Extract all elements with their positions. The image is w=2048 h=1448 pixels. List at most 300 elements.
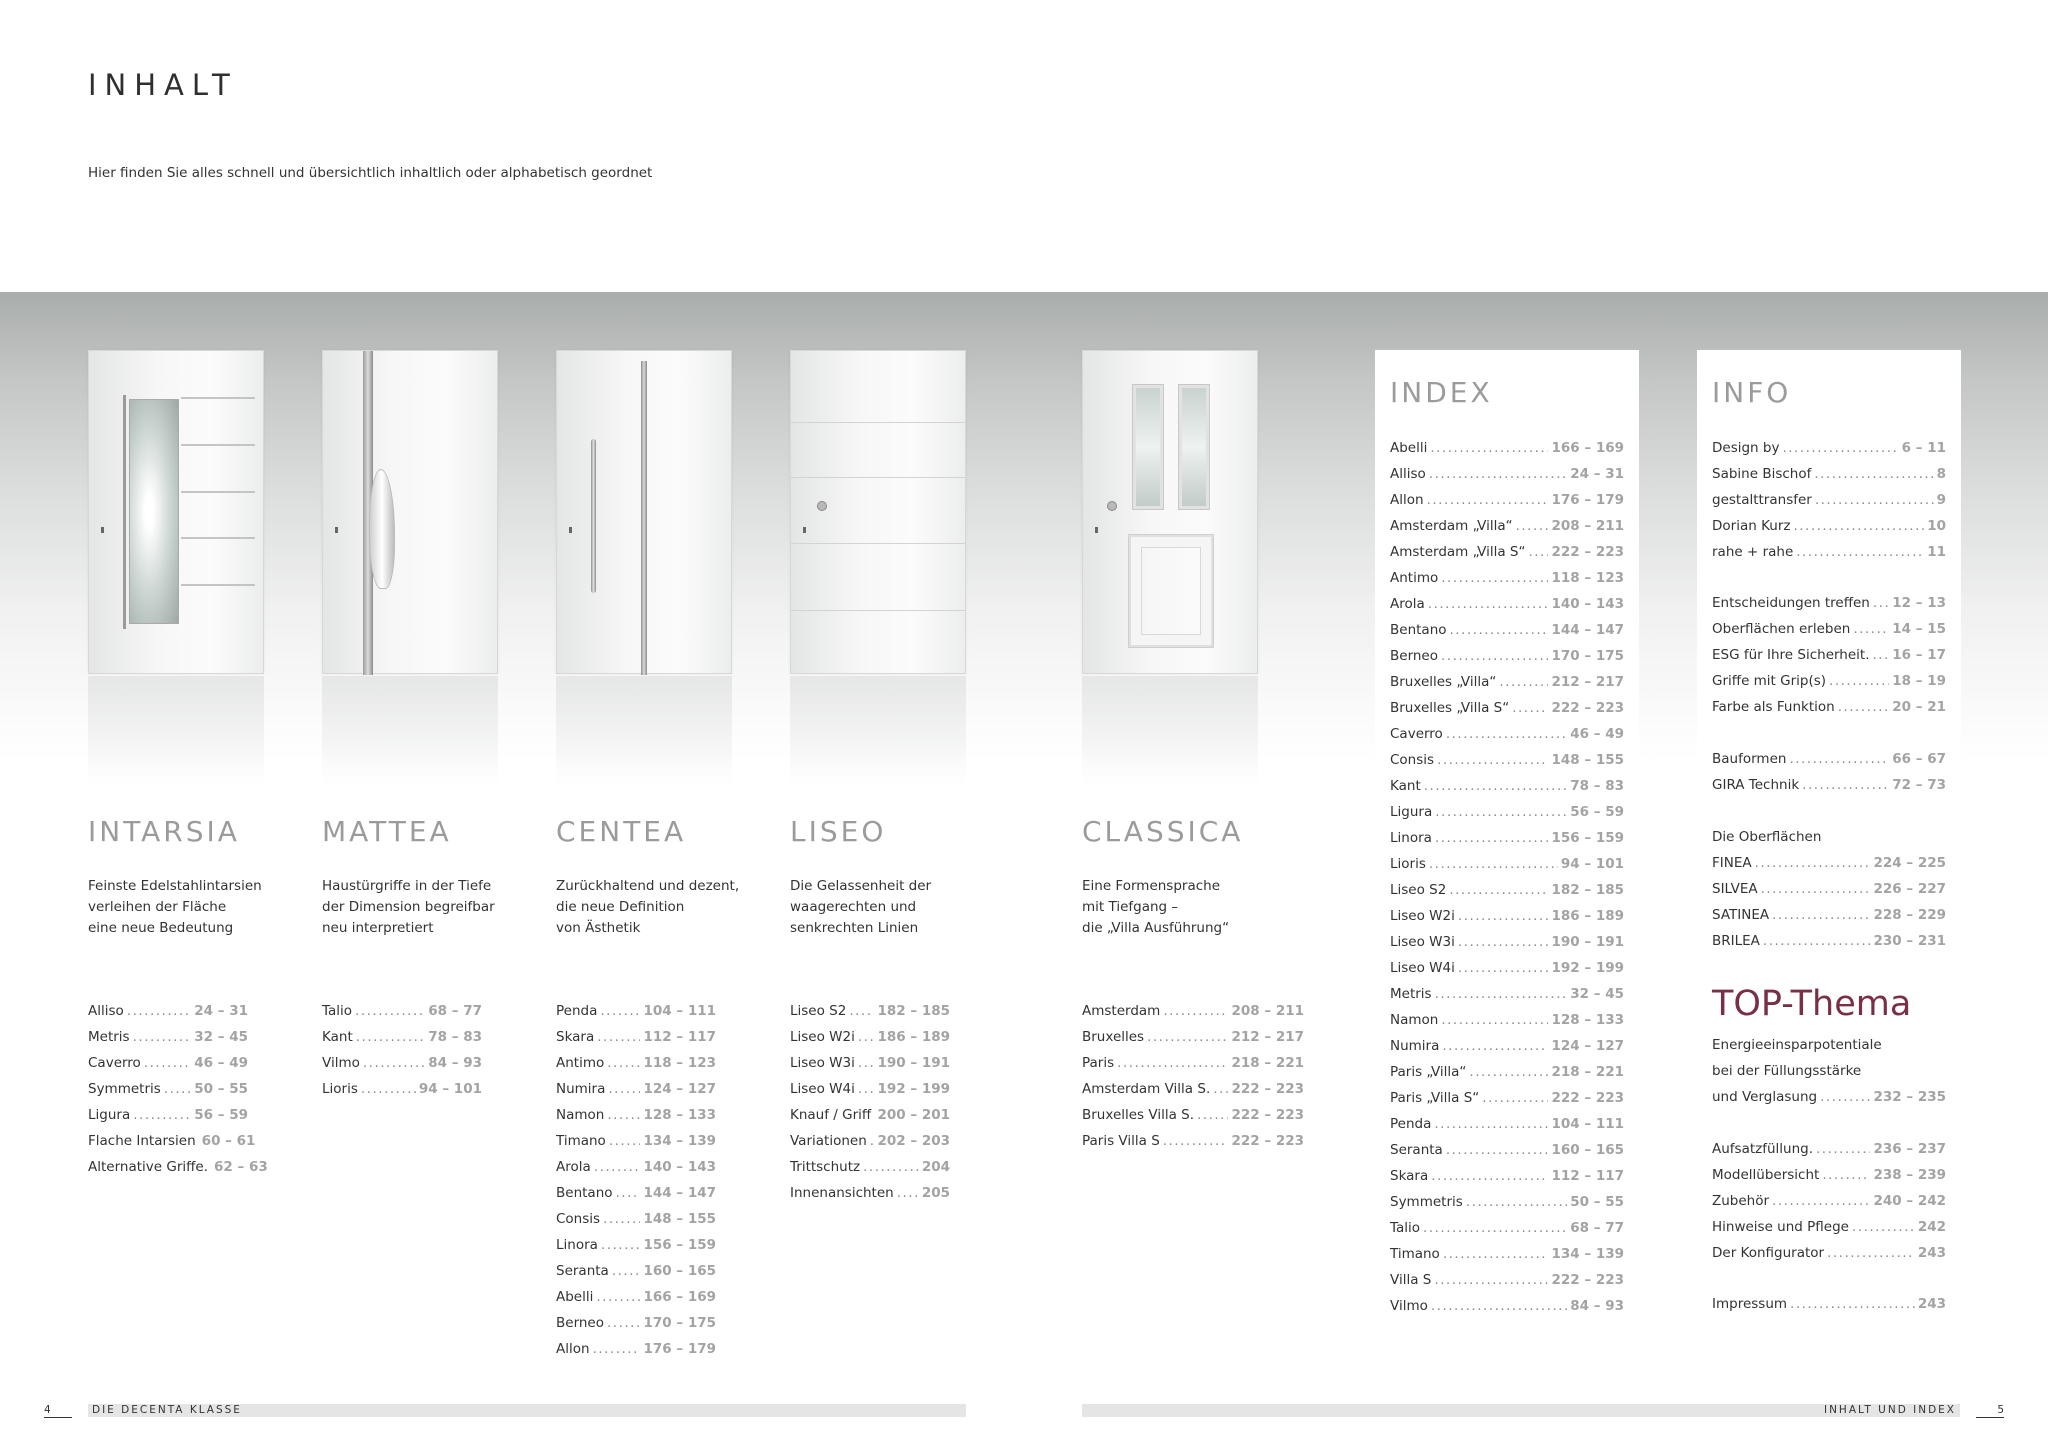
top-thema-line: Energieeinsparpotentiale — [1712, 1037, 1882, 1053]
dot-leader — [1755, 850, 1871, 876]
toc-entry — [1712, 902, 1946, 928]
dot-leader — [597, 1024, 640, 1050]
dot-leader — [612, 1258, 641, 1284]
toc-entry-name: Amsterdam „Villa S“ — [1390, 544, 1526, 560]
toc-entry-pages: 11 — [1927, 544, 1946, 560]
toc-entry-pages: 12 – 13 — [1892, 595, 1946, 611]
toc-entry — [1390, 435, 1624, 461]
toc-entry-pages: 118 – 123 — [1551, 570, 1624, 586]
toc-entry-pages: 68 – 77 — [428, 1003, 482, 1019]
toc-entry-pages: 222 – 223 — [1231, 1081, 1304, 1097]
toc-entry-name: Liseo S2 — [790, 1003, 847, 1019]
dot-leader — [1793, 513, 1924, 539]
toc-entry-pages: 182 – 185 — [1551, 882, 1624, 898]
toc-entry-name: Liseo W4i — [790, 1081, 855, 1097]
toc-entry-name: Talio — [1390, 1220, 1421, 1236]
toc-entry-name: gestalttransfer — [1712, 492, 1812, 508]
toc-entry — [1712, 1136, 1946, 1162]
dot-leader — [1466, 1189, 1567, 1215]
dot-leader — [1761, 876, 1871, 902]
toc-entry — [1390, 461, 1624, 487]
toc-entry-pages: 140 – 143 — [1551, 596, 1624, 612]
info-list-design — [1712, 435, 1946, 565]
toc-entry-pages: 208 – 211 — [1231, 1003, 1304, 1019]
toc-entry-name: Kant — [322, 1029, 353, 1045]
info-list-extras — [1712, 1136, 1946, 1266]
dot-leader — [1442, 1033, 1548, 1059]
dot-leader — [1434, 1111, 1548, 1137]
toc-entry-name: Amsterdam Villa S. — [1082, 1081, 1211, 1097]
toc-entry-name: SATINEA — [1712, 907, 1770, 923]
toc-entry-pages: 222 – 223 — [1551, 1090, 1624, 1106]
dot-leader — [356, 1024, 426, 1050]
toc-entry-name: und Verglasung — [1712, 1089, 1818, 1105]
toc-entry-name: Numira — [556, 1081, 606, 1097]
section-title-mattea: MATTEA — [322, 815, 452, 848]
toc-entry-name: Der Konfigurator — [1712, 1245, 1825, 1261]
toc-entry-name: Metris — [1390, 986, 1432, 1002]
toc-entry-pages: 192 – 199 — [877, 1081, 950, 1097]
toc-entry-pages: 104 – 111 — [1551, 1116, 1624, 1132]
toc-entry-pages: 32 – 45 — [194, 1029, 248, 1045]
dot-leader — [1213, 1076, 1228, 1102]
door-reflection — [322, 676, 498, 786]
dot-leader — [144, 1050, 191, 1076]
toc-entry-name: Entscheidungen treffen — [1712, 595, 1870, 611]
dot-leader — [1789, 746, 1889, 772]
toc-entry-name: Sabine Bischof — [1712, 466, 1812, 482]
toc-entry-pages: 243 — [1917, 1245, 1946, 1261]
toc-entry-name: Griffe mit Grip(s) — [1712, 673, 1827, 689]
toc-entry-pages: 222 – 223 — [1551, 544, 1624, 560]
toc-entry-pages: 8 — [1936, 466, 1946, 482]
toc-entry — [556, 1128, 716, 1154]
toc-entry-pages: 242 — [1917, 1219, 1946, 1235]
toc-entry-name: Bentano — [556, 1185, 613, 1201]
toc-entry-name: Vilmo — [322, 1055, 360, 1071]
index-title: INDEX — [1390, 376, 1493, 409]
toc-entry-name: Paris — [1082, 1055, 1115, 1071]
toc-entry — [556, 1206, 716, 1232]
toc-entry-name: Paris „Villa“ — [1390, 1064, 1467, 1080]
toc-entry — [1390, 799, 1624, 825]
dot-leader — [1469, 1059, 1548, 1085]
toc-entry — [1712, 1240, 1946, 1266]
toc-entry — [1390, 851, 1624, 877]
toc-entry-name: Lioris — [1390, 856, 1426, 872]
dot-leader — [1441, 565, 1548, 591]
toc-entry — [322, 1024, 482, 1050]
toc-entry-name: Vilmo — [1390, 1298, 1428, 1314]
toc-entry-pages: 124 – 127 — [1551, 1038, 1624, 1054]
dot-leader — [1434, 1267, 1548, 1293]
toc-entry — [556, 1180, 716, 1206]
info-list-impressum — [1712, 1291, 1946, 1317]
toc-entry-pages: 166 – 169 — [1551, 440, 1624, 456]
toc-entry-name: Oberflächen erleben — [1712, 621, 1851, 637]
toc-entry — [1390, 513, 1624, 539]
toc-entry-pages: 160 – 165 — [643, 1263, 716, 1279]
toc-entry — [1390, 747, 1624, 773]
toc-entry — [556, 1310, 716, 1336]
toc-entry — [1390, 773, 1624, 799]
toc-entry — [88, 998, 248, 1024]
dot-leader — [608, 1076, 640, 1102]
toc-entry-name: Knauf / Griff — [790, 1107, 872, 1123]
dot-leader — [1431, 1163, 1548, 1189]
toc-entry-pages: 176 – 179 — [643, 1341, 716, 1357]
toc-entry-pages: 16 – 17 — [1892, 647, 1946, 663]
toc-entry-pages: 236 – 237 — [1873, 1141, 1946, 1157]
toc-entry-name: Caverro — [88, 1055, 141, 1071]
door-reflection — [556, 676, 732, 786]
dot-leader — [1441, 643, 1548, 669]
toc-entry — [1712, 513, 1946, 539]
toc-entry-name: Consis — [1390, 752, 1435, 768]
toc-entry — [1712, 694, 1946, 720]
section-title-intarsia: INTARSIA — [88, 815, 240, 848]
toc-entry-name: BRILEA — [1712, 933, 1760, 949]
dot-leader — [1443, 1241, 1549, 1267]
toc-entry-name: Variationen — [790, 1133, 867, 1149]
dot-leader — [1429, 461, 1567, 487]
toc-entry-name: rahe + rahe — [1712, 544, 1794, 560]
toc-entry-pages: 166 – 169 — [643, 1289, 716, 1305]
toc-entry-name: Allon — [1390, 492, 1424, 508]
toc-entry-pages: 134 – 139 — [1551, 1246, 1624, 1262]
toc-entry — [1712, 850, 1946, 876]
toc-entry-pages: 94 – 101 — [1560, 856, 1624, 872]
toc-entry-name: Amsterdam — [1082, 1003, 1161, 1019]
toc-entry — [790, 1024, 950, 1050]
toc-entry-name: Farbe als Funktion — [1712, 699, 1835, 715]
toc-entry-name: Talio — [322, 1003, 353, 1019]
dot-leader — [1163, 998, 1228, 1024]
section-description: Eine Formensprache mit Tiefgang – die „Villa Ausführung“ — [1082, 878, 1230, 936]
index-panel — [1375, 350, 1639, 1370]
toc-entry-pages: 238 – 239 — [1873, 1167, 1946, 1183]
toc-entry-pages: 222 – 223 — [1231, 1133, 1304, 1149]
toc-entry-name: Liseo W2i — [790, 1029, 855, 1045]
toc-entry-pages: 128 – 133 — [643, 1107, 716, 1123]
toc-entry-pages: 226 – 227 — [1873, 881, 1946, 897]
toc-entry — [88, 1024, 248, 1050]
toc-entry — [1390, 539, 1624, 565]
toc-entry-name: Bruxelles „Villa S“ — [1390, 700, 1510, 716]
dot-leader — [1820, 1084, 1870, 1110]
dot-leader — [858, 1024, 875, 1050]
section-description: Haustürgriffe in der Tiefe der Dimension begreifbar neu interpretiert — [322, 878, 495, 936]
toc-entry-pages: 176 – 179 — [1551, 492, 1624, 508]
toc-entry-name: Linora — [556, 1237, 598, 1253]
page-number-right: 5 — [1976, 1403, 2004, 1418]
dot-leader — [1528, 539, 1548, 565]
toc-entry-pages: 56 – 59 — [1570, 804, 1624, 820]
toc-entry-pages: 202 – 203 — [877, 1133, 950, 1149]
toc-entry-pages: 20 – 21 — [1892, 699, 1946, 715]
toc-entry — [1712, 461, 1946, 487]
footer-text-right: INHALT UND INDEX — [1823, 1404, 1956, 1416]
section-title-liseo: LISEO — [790, 815, 887, 848]
toc-entry-pages: 156 – 159 — [643, 1237, 716, 1253]
toc-entry-pages: 46 – 49 — [194, 1055, 248, 1071]
toc-entry-pages: 68 – 77 — [1570, 1220, 1624, 1236]
dot-leader — [1499, 669, 1548, 695]
door-image-liseo — [790, 350, 966, 674]
toc-entry — [1712, 590, 1946, 616]
toc-entry-pages: 128 – 133 — [1551, 1012, 1624, 1028]
toc-entry-pages: 62 – 63 — [214, 1159, 268, 1175]
toc-entry — [1390, 981, 1624, 1007]
toc-entry — [322, 998, 482, 1024]
dot-leader — [593, 1336, 641, 1362]
toc-entry-name: Penda — [556, 1003, 598, 1019]
toc-entry-pages: 240 – 242 — [1873, 1193, 1946, 1209]
toc-entry — [1712, 642, 1946, 668]
toc-entry-pages: 160 – 165 — [1551, 1142, 1624, 1158]
dot-leader — [1790, 1291, 1915, 1317]
dot-leader — [133, 1024, 192, 1050]
dot-leader — [1772, 1188, 1870, 1214]
toc-entry — [556, 1024, 716, 1050]
toc-entry — [1712, 539, 1946, 565]
dot-leader — [1430, 435, 1548, 461]
toc-entry-pages: 134 – 139 — [643, 1133, 716, 1149]
toc-entry-name: Kant — [1390, 778, 1421, 794]
section-title-centea: CENTEA — [556, 815, 687, 848]
dot-leader — [858, 1050, 875, 1076]
toc-entry-pages: 190 – 191 — [1551, 934, 1624, 950]
toc-entry-pages: 104 – 111 — [643, 1003, 716, 1019]
toc-entry-name: Seranta — [1390, 1142, 1443, 1158]
toc-entry — [1390, 669, 1624, 695]
toc-entry-pages: 94 – 101 — [418, 1081, 482, 1097]
toc-entry-pages: 200 – 201 — [877, 1107, 950, 1123]
index-list — [1390, 435, 1624, 1319]
toc-entry-name: Antimo — [556, 1055, 605, 1071]
toc-entry-pages: 124 – 127 — [643, 1081, 716, 1097]
door-reflection — [790, 676, 966, 786]
toc-entry — [1712, 1084, 1946, 1110]
door-reflection — [1082, 676, 1258, 786]
toc-entry-name: Liseo W3i — [790, 1055, 855, 1071]
toc-entry — [88, 1154, 268, 1180]
toc-entry-pages: 46 – 49 — [1570, 726, 1624, 742]
dot-leader — [1802, 772, 1889, 798]
toc-entry-pages: 50 – 55 — [194, 1081, 248, 1097]
toc-entry-pages: 112 – 117 — [1551, 1168, 1624, 1184]
toc-entry-name: Hinweise und Pflege — [1712, 1219, 1849, 1235]
info-panel — [1697, 350, 1961, 1370]
toc-entry — [556, 998, 716, 1024]
toc-entry-pages: 186 – 189 — [877, 1029, 950, 1045]
toc-entry-pages: 24 – 31 — [194, 1003, 248, 1019]
toc-entry — [1390, 825, 1624, 851]
toc-entry-pages: 118 – 123 — [643, 1055, 716, 1071]
door-image-centea — [556, 350, 732, 674]
toc-entry-name: FINEA — [1712, 855, 1752, 871]
toc-entry — [88, 1128, 256, 1154]
toc-entry-name: Aufsatzfüllung. — [1712, 1141, 1814, 1157]
toc-entry-pages: 66 – 67 — [1892, 751, 1946, 767]
toc-entry-name: Amsterdam „Villa“ — [1390, 518, 1513, 534]
dot-leader — [1516, 513, 1549, 539]
section-description: Zurückhaltend und dezent, die neue Definition von Ästhetik — [556, 878, 740, 936]
toc-entry — [556, 1050, 716, 1076]
toc-entry — [1390, 565, 1624, 591]
toc-entry-name: Bruxelles — [1082, 1029, 1145, 1045]
toc-entry-name: Skara — [556, 1029, 595, 1045]
info-list-top-thema — [1712, 1084, 1946, 1110]
toc-entry — [1390, 903, 1624, 929]
toc-entry-name: Alliso — [88, 1003, 124, 1019]
dot-leader — [127, 998, 191, 1024]
dot-leader — [1512, 695, 1548, 721]
door-image-mattea — [322, 350, 498, 674]
toc-entry — [1390, 1163, 1624, 1189]
toc-entry-pages: 208 – 211 — [1551, 518, 1624, 534]
toc-entry-name: Berneo — [556, 1315, 605, 1331]
toc-entry-pages: 14 – 15 — [1892, 621, 1946, 637]
dot-leader — [1782, 435, 1898, 461]
toc-entry-name: Consis — [556, 1211, 601, 1227]
dot-leader — [1815, 487, 1934, 513]
toc-entry-pages: 144 – 147 — [1551, 622, 1624, 638]
dot-leader — [1796, 539, 1924, 565]
toc-entry — [1390, 1267, 1624, 1293]
dot-leader — [1873, 642, 1890, 668]
toc-list-mattea — [322, 998, 482, 1102]
toc-entry-pages: 224 – 225 — [1873, 855, 1946, 871]
toc-entry-pages: 205 — [921, 1185, 950, 1201]
toc-entry — [1082, 1076, 1304, 1102]
toc-entry-pages: 78 – 83 — [428, 1029, 482, 1045]
dot-leader — [1435, 981, 1568, 1007]
toc-entry-name: Innenansichten — [790, 1185, 894, 1201]
toc-entry-pages: 156 – 159 — [1551, 830, 1624, 846]
toc-entry — [1390, 1189, 1624, 1215]
toc-entry-name: GIRA Technik — [1712, 777, 1800, 793]
toc-list-liseo — [790, 998, 950, 1206]
toc-entry — [1390, 1007, 1624, 1033]
toc-entry-name: Metris — [88, 1029, 130, 1045]
toc-entry — [1082, 1102, 1304, 1128]
toc-entry — [1712, 1291, 1946, 1317]
dot-leader — [601, 1232, 641, 1258]
toc-entry — [1712, 1188, 1946, 1214]
toc-entry — [322, 1076, 482, 1102]
toc-entry — [556, 1336, 716, 1362]
dot-leader — [1446, 1137, 1549, 1163]
toc-entry — [1390, 1241, 1624, 1267]
dot-leader — [355, 998, 425, 1024]
toc-entry — [556, 1232, 716, 1258]
toc-entry-pages: 182 – 185 — [877, 1003, 950, 1019]
toc-entry-pages: 232 – 235 — [1873, 1089, 1946, 1105]
toc-entry — [556, 1154, 716, 1180]
toc-entry-name: Villa S — [1390, 1272, 1432, 1288]
toc-entry — [790, 1076, 950, 1102]
toc-entry-pages: 222 – 223 — [1231, 1107, 1304, 1123]
dot-leader — [858, 1076, 875, 1102]
toc-entry-pages: 78 – 83 — [1570, 778, 1624, 794]
dot-leader — [616, 1180, 641, 1206]
toc-entry-pages: 18 – 19 — [1892, 673, 1946, 689]
toc-entry-pages: 50 – 55 — [1570, 1194, 1624, 1210]
info-list-surfaces — [1712, 850, 1946, 954]
toc-entry-pages: 230 – 231 — [1873, 933, 1946, 949]
toc-entry-pages: 218 – 221 — [1231, 1055, 1304, 1071]
toc-entry — [1390, 1215, 1624, 1241]
toc-entry — [1082, 998, 1304, 1024]
toc-entry — [1390, 955, 1624, 981]
surfaces-label: Die Oberflächen — [1712, 829, 1822, 845]
toc-entry — [1390, 695, 1624, 721]
toc-entry-name: Timano — [1390, 1246, 1440, 1262]
toc-entry-pages: 186 – 189 — [1551, 908, 1624, 924]
dot-leader — [1435, 825, 1549, 851]
toc-entry-name: Berneo — [1390, 648, 1439, 664]
dot-leader — [1853, 616, 1889, 642]
toc-entry-name: Trittschutz — [790, 1159, 861, 1175]
footer-text-left: DIE DECENTA KLASSE — [92, 1404, 242, 1416]
toc-entry-name: Penda — [1390, 1116, 1432, 1132]
toc-entry-pages: 222 – 223 — [1551, 1272, 1624, 1288]
section-description: Feinste Edelstahlintarsien verleihen der Fläche eine neue Bedeutung — [88, 878, 262, 936]
toc-entry-pages: 10 — [1927, 518, 1946, 534]
dot-leader — [1829, 668, 1889, 694]
toc-entry-name: ESG für Ihre Sicherheit. — [1712, 647, 1870, 663]
dot-leader — [607, 1050, 640, 1076]
section-title-classica: CLASSICA — [1082, 815, 1244, 848]
toc-entry-name: Allon — [556, 1341, 590, 1357]
toc-entry-name: Bruxelles „Villa“ — [1390, 674, 1497, 690]
dot-leader — [1117, 1050, 1228, 1076]
toc-entry-pages: 72 – 73 — [1892, 777, 1946, 793]
dot-leader — [1428, 591, 1549, 617]
toc-entry-name: SILVEA — [1712, 881, 1758, 897]
toc-entry — [556, 1284, 716, 1310]
toc-entry — [1082, 1024, 1304, 1050]
toc-entry — [1712, 876, 1946, 902]
toc-entry-pages: 84 – 93 — [428, 1055, 482, 1071]
dot-leader — [1822, 1162, 1870, 1188]
toc-entry — [556, 1076, 716, 1102]
dot-leader — [1429, 851, 1558, 877]
toc-entry — [1712, 772, 1946, 798]
toc-entry-name: Arola — [1390, 596, 1425, 612]
toc-entry-name: Paris „Villa S“ — [1390, 1090, 1480, 1106]
dot-leader — [164, 1076, 191, 1102]
toc-entry-name: Linora — [1390, 830, 1432, 846]
toc-entry — [1712, 746, 1946, 772]
dot-leader — [1431, 1293, 1567, 1319]
toc-entry-name: Dorian Kurz — [1712, 518, 1791, 534]
toc-entry-name: Abelli — [556, 1289, 594, 1305]
toc-entry-name: Namon — [556, 1107, 605, 1123]
dot-leader — [1423, 1215, 1567, 1241]
toc-entry — [556, 1258, 716, 1284]
dot-leader — [607, 1102, 640, 1128]
toc-entry-name: Numira — [1390, 1038, 1440, 1054]
toc-entry-name: Alternative Griffe. — [88, 1159, 209, 1175]
toc-entry-name: Paris Villa S — [1082, 1133, 1160, 1149]
toc-entry-name: Abelli — [1390, 440, 1428, 456]
toc-entry — [1712, 668, 1946, 694]
toc-entry-name: Impressum — [1712, 1296, 1788, 1312]
toc-entry-name: Symmetris — [1390, 1194, 1463, 1210]
toc-entry — [790, 1154, 950, 1180]
